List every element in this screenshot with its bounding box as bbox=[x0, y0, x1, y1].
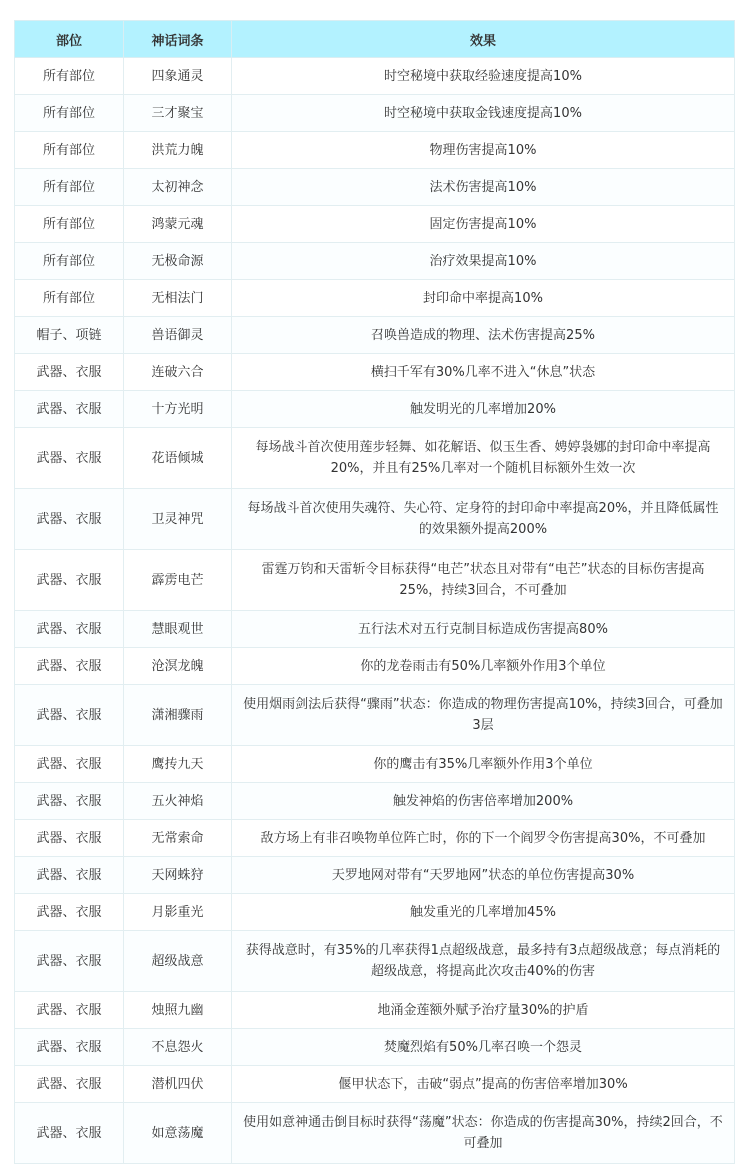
cell-slot: 武器、衣服 bbox=[15, 611, 124, 648]
cell-effect: 触发重光的几率增加45% bbox=[232, 894, 735, 931]
cell-slot: 武器、衣服 bbox=[15, 992, 124, 1029]
table-row bbox=[15, 894, 735, 931]
cell-effect: 偃甲状态下，击破“弱点”提高的伤害倍率增加30% bbox=[232, 1066, 735, 1103]
cell-affix-name: 潇湘骤雨 bbox=[124, 685, 232, 746]
cell-affix-name: 潜机四伏 bbox=[124, 1066, 232, 1103]
cell-slot: 所有部位 bbox=[15, 58, 124, 95]
cell-affix-name: 十方光明 bbox=[124, 391, 232, 428]
cell-effect: 获得战意时，有35%的几率获得1点超级战意，最多持有3点超级战意；每点消耗的超级战意，将提高此次攻击40%的伤害 bbox=[232, 931, 735, 992]
cell-affix-name: 太初神念 bbox=[124, 169, 232, 206]
cell-affix-name: 鹰抟九天 bbox=[124, 746, 232, 783]
cell-effect: 封印命中率提高10% bbox=[232, 280, 735, 317]
cell-slot: 帽子、项链 bbox=[15, 317, 124, 354]
cell-slot: 所有部位 bbox=[15, 169, 124, 206]
cell-slot: 武器、衣服 bbox=[15, 1066, 124, 1103]
cell-effect: 每场战斗首次使用失魂符、失心符、定身符的封印命中率提高20%，并且降低属性的效果额外提高200% bbox=[232, 489, 735, 550]
table-row bbox=[15, 1066, 735, 1103]
cell-effect: 时空秘境中获取经验速度提高10% bbox=[232, 58, 735, 95]
cell-slot: 武器、衣服 bbox=[15, 489, 124, 550]
cell-effect: 五行法术对五行克制目标造成伤害提高80% bbox=[232, 611, 735, 648]
cell-affix-name: 三才聚宝 bbox=[124, 95, 232, 132]
cell-slot: 所有部位 bbox=[15, 243, 124, 280]
cell-affix-name: 天网蛛狩 bbox=[124, 857, 232, 894]
table-row bbox=[15, 685, 735, 746]
table-row bbox=[15, 857, 735, 894]
table-row bbox=[15, 317, 735, 354]
cell-slot: 所有部位 bbox=[15, 280, 124, 317]
cell-effect: 法术伤害提高10% bbox=[232, 169, 735, 206]
cell-affix-name: 兽语御灵 bbox=[124, 317, 232, 354]
table-row bbox=[15, 992, 735, 1029]
cell-affix-name: 慧眼观世 bbox=[124, 611, 232, 648]
cell-effect: 时空秘境中获取金钱速度提高10% bbox=[232, 95, 735, 132]
cell-slot: 所有部位 bbox=[15, 132, 124, 169]
cell-effect: 使用如意神通击倒目标时获得“荡魔”状态：你造成的伤害提高30%，持续2回合，不可叠加 bbox=[232, 1103, 735, 1164]
cell-slot: 武器、衣服 bbox=[15, 1103, 124, 1164]
cell-slot: 武器、衣服 bbox=[15, 820, 124, 857]
cell-effect: 你的龙卷雨击有50%几率额外作用3个单位 bbox=[232, 648, 735, 685]
mythic-affix-table bbox=[14, 20, 735, 1164]
cell-effect: 每场战斗首次使用莲步轻舞、如花解语、似玉生香、娉婷袅娜的封印命中率提高20%，并且有25%几率对一个随机目标额外生效一次 bbox=[232, 428, 735, 489]
cell-slot: 武器、衣服 bbox=[15, 550, 124, 611]
cell-effect: 治疗效果提高10% bbox=[232, 243, 735, 280]
cell-effect: 触发神焰的伤害倍率增加200% bbox=[232, 783, 735, 820]
cell-slot: 武器、衣服 bbox=[15, 1029, 124, 1066]
table-row bbox=[15, 489, 735, 550]
cell-affix-name: 四象通灵 bbox=[124, 58, 232, 95]
header-slot: 部位 bbox=[15, 21, 124, 58]
table-row bbox=[15, 746, 735, 783]
header-effect: 效果 bbox=[232, 21, 735, 58]
table-row bbox=[15, 243, 735, 280]
table-header bbox=[15, 21, 735, 58]
table-row bbox=[15, 354, 735, 391]
cell-effect: 天罗地网对带有“天罗地网”状态的单位伤害提高30% bbox=[232, 857, 735, 894]
cell-affix-name: 连破六合 bbox=[124, 354, 232, 391]
cell-slot: 武器、衣服 bbox=[15, 894, 124, 931]
cell-effect: 物理伤害提高10% bbox=[232, 132, 735, 169]
cell-slot: 武器、衣服 bbox=[15, 428, 124, 489]
table-row bbox=[15, 1103, 735, 1164]
cell-affix-name: 超级战意 bbox=[124, 931, 232, 992]
cell-effect: 横扫千军有30%几率不进入“休息”状态 bbox=[232, 354, 735, 391]
cell-effect: 触发明光的几率增加20% bbox=[232, 391, 735, 428]
cell-slot: 武器、衣服 bbox=[15, 354, 124, 391]
cell-effect: 固定伤害提高10% bbox=[232, 206, 735, 243]
cell-slot: 武器、衣服 bbox=[15, 783, 124, 820]
cell-affix-name: 如意荡魔 bbox=[124, 1103, 232, 1164]
table-row bbox=[15, 391, 735, 428]
cell-effect: 使用烟雨剑法后获得“骤雨”状态：你造成的物理伤害提高10%，持续3回合，可叠加3层 bbox=[232, 685, 735, 746]
cell-slot: 武器、衣服 bbox=[15, 648, 124, 685]
table-row bbox=[15, 280, 735, 317]
table-row bbox=[15, 206, 735, 243]
cell-affix-name: 月影重光 bbox=[124, 894, 232, 931]
cell-affix-name: 鸿蒙元魂 bbox=[124, 206, 232, 243]
cell-affix-name: 卫灵神咒 bbox=[124, 489, 232, 550]
cell-affix-name: 花语倾城 bbox=[124, 428, 232, 489]
table-row bbox=[15, 1029, 735, 1066]
cell-affix-name: 不息怨火 bbox=[124, 1029, 232, 1066]
cell-effect: 召唤兽造成的物理、法术伤害提高25% bbox=[232, 317, 735, 354]
cell-slot: 所有部位 bbox=[15, 95, 124, 132]
cell-affix-name: 烛照九幽 bbox=[124, 992, 232, 1029]
table-row bbox=[15, 783, 735, 820]
table-row bbox=[15, 820, 735, 857]
header-row bbox=[15, 21, 735, 58]
cell-slot: 武器、衣服 bbox=[15, 685, 124, 746]
cell-slot: 武器、衣服 bbox=[15, 931, 124, 992]
cell-slot: 武器、衣服 bbox=[15, 746, 124, 783]
cell-effect: 雷霆万钧和天雷斩令目标获得“电芒”状态且对带有“电芒”状态的目标伤害提高25%，持续3回合，不可叠加 bbox=[232, 550, 735, 611]
table-row bbox=[15, 169, 735, 206]
cell-affix-name: 霹雳电芒 bbox=[124, 550, 232, 611]
table-row bbox=[15, 95, 735, 132]
cell-affix-name: 沧溟龙魄 bbox=[124, 648, 232, 685]
cell-affix-name: 无常索命 bbox=[124, 820, 232, 857]
table-row bbox=[15, 550, 735, 611]
cell-affix-name: 无相法门 bbox=[124, 280, 232, 317]
cell-affix-name: 五火神焰 bbox=[124, 783, 232, 820]
cell-slot: 所有部位 bbox=[15, 206, 124, 243]
table-row bbox=[15, 931, 735, 992]
table-row bbox=[15, 428, 735, 489]
table-body bbox=[15, 58, 735, 1164]
table-row bbox=[15, 611, 735, 648]
cell-affix-name: 无极命源 bbox=[124, 243, 232, 280]
cell-affix-name: 洪荒力魄 bbox=[124, 132, 232, 169]
cell-slot: 武器、衣服 bbox=[15, 391, 124, 428]
cell-slot: 武器、衣服 bbox=[15, 857, 124, 894]
cell-effect: 地涌金莲额外赋予治疗量30%的护盾 bbox=[232, 992, 735, 1029]
cell-effect: 焚魔烈焰有50%几率召唤一个怨灵 bbox=[232, 1029, 735, 1066]
header-affix-name: 神话词条 bbox=[124, 21, 232, 58]
table-row bbox=[15, 132, 735, 169]
cell-effect: 你的鹰击有35%几率额外作用3个单位 bbox=[232, 746, 735, 783]
table-row bbox=[15, 58, 735, 95]
table-row bbox=[15, 648, 735, 685]
cell-effect: 敌方场上有非召唤物单位阵亡时，你的下一个阎罗令伤害提高30%，不可叠加 bbox=[232, 820, 735, 857]
